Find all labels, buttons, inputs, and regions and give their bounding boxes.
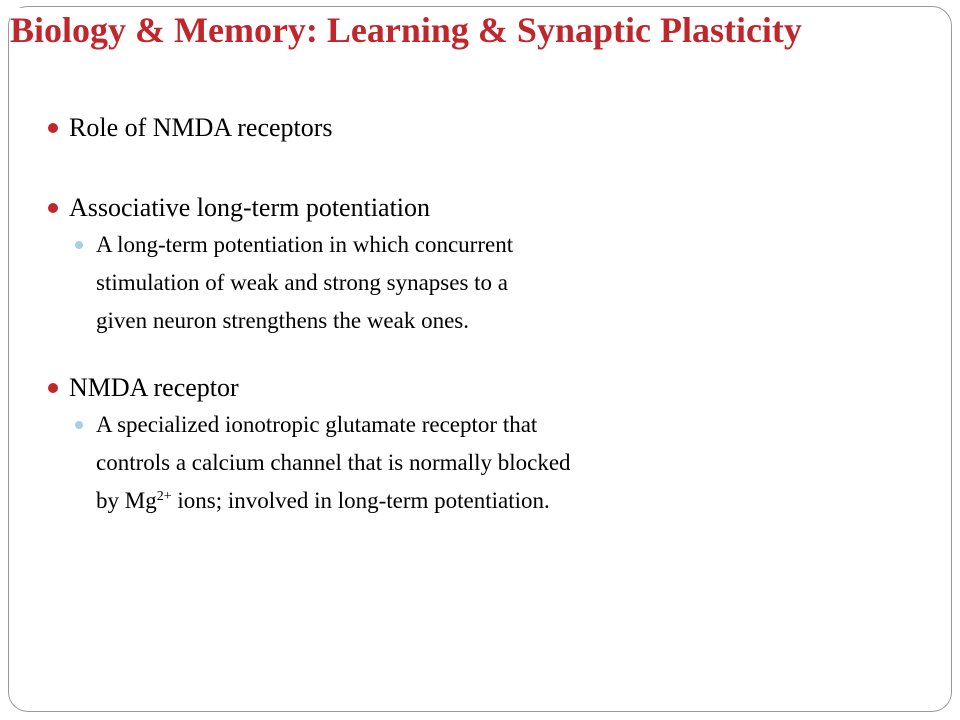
slide-content xyxy=(48,110,748,520)
bullet-dot-icon xyxy=(48,123,58,133)
bullet-nmda-receptor xyxy=(48,370,748,406)
definition-line-prefix: by Mg xyxy=(96,488,157,513)
sub-bullet-nmda-receptor-definition xyxy=(75,406,748,520)
bullet-associative-ltp xyxy=(48,190,748,226)
slide-title: Biology & Memory: Learning & Synaptic Plasticity xyxy=(10,8,808,52)
bullet-nmda-role xyxy=(48,110,748,146)
definition-line: A long-term potentiation in which concurrent xyxy=(96,232,514,257)
bullet-text: Associative long-term potentiation xyxy=(69,193,431,222)
definition-line-suffix: ions; involved in long-term potentiation. xyxy=(171,488,550,513)
bullet-text: Role of NMDA receptors xyxy=(69,113,333,142)
sub-bullet-dot-icon xyxy=(75,421,83,429)
sub-bullet-dot-icon xyxy=(75,241,83,249)
bullet-dot-icon xyxy=(48,203,58,213)
bullet-dot-icon xyxy=(48,383,58,393)
definition-line: stimulation of weak and strong synapses to a xyxy=(96,270,509,295)
sub-bullet-associative-ltp-definition xyxy=(75,226,748,340)
bullet-text: NMDA receptor xyxy=(69,373,239,402)
superscript-charge: 2+ xyxy=(156,489,172,504)
definition-line: given neuron strengthens the weak ones. xyxy=(96,308,470,333)
spacer xyxy=(48,340,748,370)
definition-line: controls a calcium channel that is normally blocked xyxy=(96,450,571,475)
definition-line: A specialized ionotropic glutamate receptor that xyxy=(96,412,538,437)
